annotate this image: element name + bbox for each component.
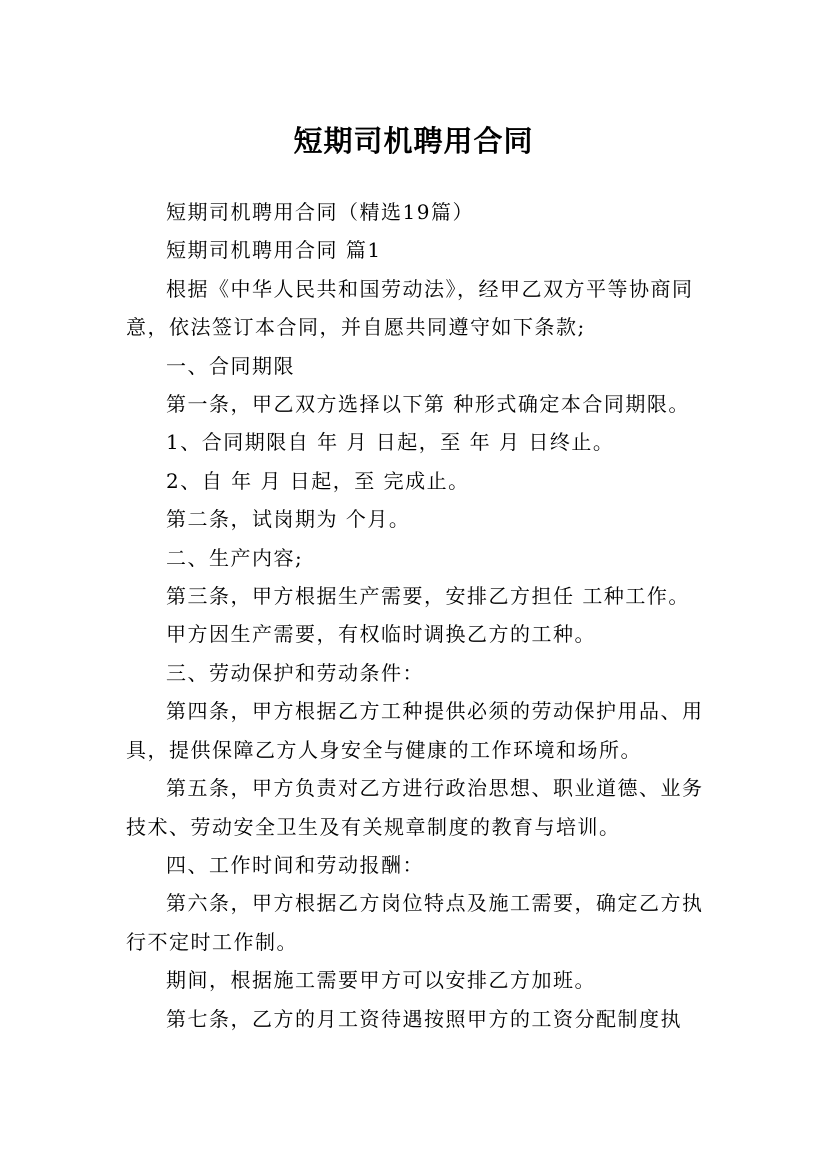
paragraph: 第七条，乙方的月工资待遇按照甲方的工资分配制度执 xyxy=(166,1006,682,1031)
paragraph: 2、自 年 月 日起，至 完成止。 xyxy=(166,468,470,493)
paragraph: 根据《中华人民共和国劳动法》，经甲乙双方平等协商同意，依法签订本合同，并自愿共同遵守如下条款; xyxy=(126,276,694,340)
paragraph: 第二条，试岗期为 个月。 xyxy=(166,507,411,532)
section-heading: 四、工作时间和劳动报酬： xyxy=(166,852,424,877)
paragraph: 第五条，甲方负责对乙方进行政治思想、职业道德、业务技术、劳动安全卫生及有关规章制度的教育与培训。 xyxy=(126,776,704,839)
section-heading: 二、生产内容; xyxy=(166,545,304,570)
paragraph: 甲方因生产需要，有权临时调换乙方的工种。 xyxy=(166,622,596,647)
paragraph: 期间，根据施工需要甲方可以安排乙方加班。 xyxy=(166,968,596,993)
document-body xyxy=(126,193,711,1038)
paragraph: 1、合同期限自 年 月 日起，至 年 月 日终止。 xyxy=(166,430,615,455)
paragraph: 第三条，甲方根据生产需要，安排乙方担任 工种工作。 xyxy=(166,584,690,609)
paragraph: 短期司机聘用合同 篇1 xyxy=(166,238,382,263)
paragraph: 短期司机聘用合同（精选19篇） xyxy=(166,200,474,224)
document-title: 短期司机聘用合同 xyxy=(293,124,534,159)
paragraph: 第一条，甲乙双方选择以下第 种形式确定本合同期限。 xyxy=(166,392,690,417)
section-heading: 一、合同期限 xyxy=(166,353,295,378)
section-heading: 三、劳动保护和劳动条件： xyxy=(166,660,424,685)
paragraph: 第四条，甲方根据乙方工种提供必须的劳动保护用品、用具，提供保障乙方人身安全与健康的工作环境和场所。 xyxy=(126,699,704,762)
paragraph: 第六条，甲方根据乙方岗位特点及施工需要，确定乙方执行不定时工作制。 xyxy=(126,891,704,954)
